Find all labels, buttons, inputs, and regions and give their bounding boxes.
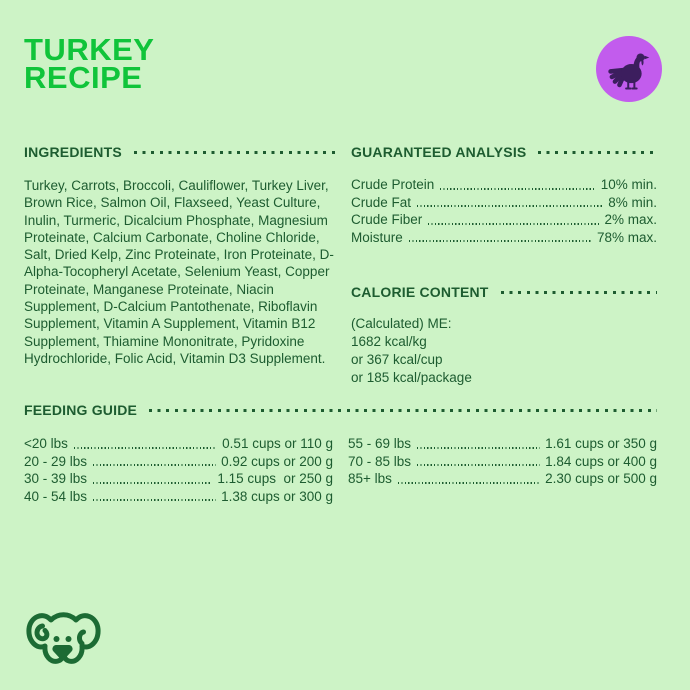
weight-range: 55 - 69 lbs [348, 436, 412, 451]
calorie-line: 1682 kcal/kg [351, 334, 427, 350]
weight-range: 40 - 54 lbs [24, 488, 88, 504]
analysis-row [351, 194, 657, 212]
dotted-divider [149, 409, 657, 412]
dotted-divider [501, 291, 657, 294]
page-title-line1: TURKEY [24, 32, 155, 67]
weight-range: 30 - 39 lbs [24, 471, 88, 487]
analysis-label: Crude Fiber [351, 212, 423, 228]
turkey-badge [596, 36, 662, 102]
serving-amount: 2.30 cups or 500 g [545, 471, 657, 487]
feeding-guide-heading-row [24, 402, 657, 418]
page-title-line2: RECIPE [24, 60, 143, 95]
guaranteed-analysis-section [351, 144, 657, 246]
dot-leader [440, 188, 595, 190]
dot-leader [417, 447, 540, 449]
feeding-guide-right-column [348, 435, 657, 505]
dot-leader [93, 499, 216, 501]
analysis-label: Crude Fat [351, 194, 412, 210]
page-title [24, 32, 155, 95]
feeding-guide-columns [24, 435, 657, 505]
feeding-guide-heading: FEEDING GUIDE [24, 402, 138, 418]
calorie-content-section [351, 284, 657, 387]
feeding-row [24, 435, 333, 453]
analysis-value: 78% max. [596, 229, 657, 245]
analysis-value: 10% min. [600, 177, 657, 192]
feeding-row [24, 488, 333, 506]
dot-leader [417, 205, 603, 207]
analysis-value: 2% max. [604, 212, 657, 228]
ingredients-heading: INGREDIENTS [24, 144, 122, 160]
turkey-icon [606, 46, 652, 92]
weight-range: 20 - 29 lbs [24, 453, 88, 469]
weight-range: 70 - 85 lbs [348, 453, 412, 469]
dog-face-icon [22, 601, 102, 677]
serving-amount: 1.15 cups or 250 g [217, 471, 333, 487]
serving-amount: 1.61 cups or 350 g [545, 436, 657, 451]
dot-leader [428, 223, 599, 225]
dotted-divider [538, 151, 657, 154]
calorie-line: or 185 kcal/package [351, 370, 472, 386]
brand-footer [22, 601, 102, 682]
weight-range: 85+ lbs [348, 471, 392, 487]
analysis-row [351, 229, 657, 247]
calorie-content-heading: CALORIE CONTENT [351, 284, 489, 301]
dot-leader [398, 482, 540, 484]
calorie-line: (Calculated) ME: [351, 316, 452, 332]
dot-leader [74, 447, 217, 449]
analysis-row [351, 176, 657, 194]
dotted-divider [134, 151, 337, 154]
analysis-label: Moisture [351, 229, 403, 245]
ingredients-heading-row [24, 144, 337, 160]
weight-range: <20 lbs [24, 436, 68, 451]
feeding-row [24, 453, 333, 471]
analysis-value: 8% min. [608, 194, 657, 210]
guaranteed-analysis-heading-row [351, 144, 657, 160]
feeding-guide-left-column [24, 435, 333, 505]
feeding-row [348, 470, 657, 488]
serving-amount: 1.38 cups or 300 g [221, 488, 333, 504]
serving-amount: 0.92 cups or 200 g [221, 453, 333, 469]
guaranteed-analysis-heading: GUARANTEED ANALYSIS [351, 144, 527, 160]
calorie-line: or 367 kcal/cup [351, 352, 443, 368]
calorie-content-heading-row [351, 284, 657, 300]
analysis-rows [351, 176, 657, 246]
feeding-guide-section [24, 402, 657, 505]
feeding-row [348, 435, 657, 453]
analysis-row [351, 211, 657, 229]
calorie-lines [351, 315, 657, 387]
dot-leader [409, 240, 592, 242]
ingredients-text: Turkey, Carrots, Broccoli, Cauliflower, Turkey Liver, Brown Rice, Salmon Oil, Flaxseed, Yeast Culture, Inulin, Turmeric, Dicalcium Phosphate, Magnesium Proteinate, Calcium Carbonate, Choline Chloride, Salt, Dried Kelp, Zinc Proteinate, Iron Proteinate, D-Alpha-Tocopheryl Acetate, Selenium Yeast, Copper Proteinate, Manganese Proteinate, Niacin Supplement, D-Calcium Pantothenate, Riboflavin Supplement, Vitamin A Supplement, Vitamin B12 Supplement, Thiamine Mononitrate, Pyridoxine Hydrochloride, Folic Acid, Vitamin D3 Supplement. [24, 178, 334, 366]
feeding-row [24, 470, 333, 488]
right-column [351, 144, 657, 387]
dot-leader [93, 482, 212, 484]
dot-leader [417, 464, 540, 466]
serving-amount: 1.84 cups or 400 g [545, 453, 657, 469]
ingredients-section [24, 144, 337, 367]
dot-leader [93, 464, 216, 466]
feeding-row [348, 453, 657, 471]
serving-amount: 0.51 cups or 110 g [222, 436, 333, 451]
analysis-label: Crude Protein [351, 177, 435, 192]
